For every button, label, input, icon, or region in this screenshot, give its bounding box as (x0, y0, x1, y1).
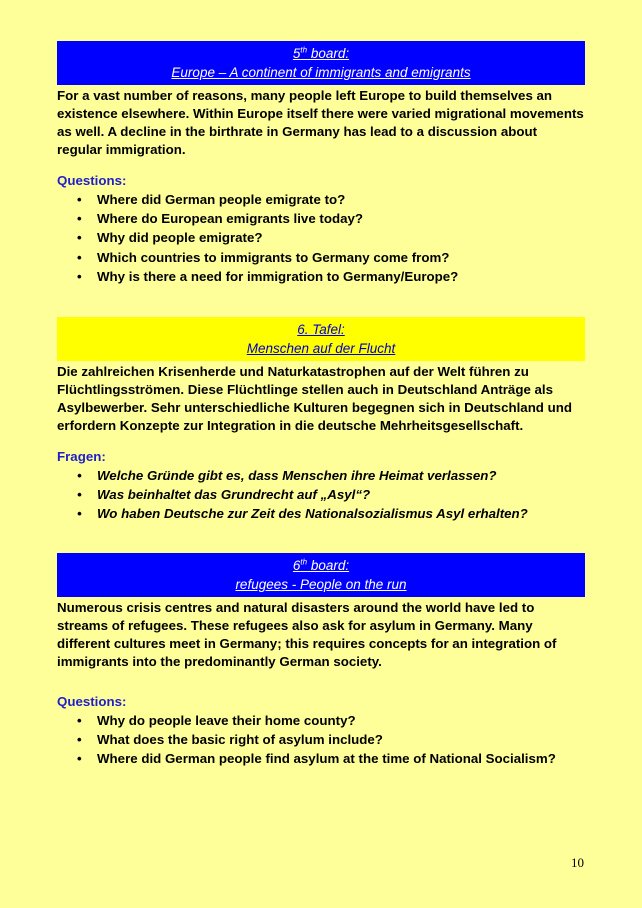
board5-subtitle: Europe – A continent of immigrants and emigrants (171, 65, 471, 80)
board5-questions-label: Questions: (57, 173, 127, 188)
list-item: • Why is there a need for immigration to Germany/Europe? (57, 267, 585, 286)
tafel6-header (57, 317, 585, 361)
board5-header (57, 41, 585, 85)
board6-section (57, 553, 585, 769)
tafel6-section (57, 317, 585, 524)
board6-title: 6th board: (292, 557, 350, 573)
list-item: • Was beinhaltet das Grundrecht auf „Asyl“? (57, 485, 585, 504)
page-number: 10 (571, 855, 584, 870)
tafel6-title: 6. Tafel: (297, 322, 345, 337)
board5-body: For a vast number of reasons, many people left Europe to build themselves an existence elsewhere. Within Europe itself there were varied migrational movements as well. A decline in the birthrate in Germany has lead to a discussion about regular immigration. (57, 88, 584, 157)
board5-title: 5th board: (292, 45, 350, 61)
board5-questions-list (57, 190, 585, 286)
list-item: • Why do people leave their home county? (57, 711, 585, 730)
board6-header (57, 553, 585, 597)
tafel6-body: Die zahlreichen Krisenherde und Naturkatastrophen auf der Welt führen zu Flüchtlingsströmen. Diese Flüchtlinge stellen auch in Deutschland Anträge als Asylbewerber. Sehr unterschiedliche Kulturen begegnen sich in Deutschland und erfordern Konzepte zur Integration in die deutsche Mehrheitsgesellschaft. (57, 364, 572, 433)
list-item: • Where did German people find asylum at the time of National Socialism? (57, 749, 585, 768)
board6-subtitle: refugees - People on the run (235, 577, 407, 592)
list-item: • Why did people emigrate? (57, 228, 585, 247)
tafel6-questions-label: Fragen: (57, 449, 106, 464)
list-item: • Where do European emigrants live today? (57, 209, 585, 228)
board6-questions-label: Questions: (57, 694, 127, 709)
tafel6-questions-list (57, 466, 585, 524)
list-item: • Where did German people emigrate to? (57, 190, 585, 209)
board5-section (57, 41, 585, 286)
list-item: • Welche Gründe gibt es, dass Menschen ihre Heimat verlassen? (57, 466, 585, 485)
list-item: • Which countries to immigrants to Germany come from? (57, 248, 585, 267)
tafel6-subtitle: Menschen auf der Flucht (246, 341, 396, 356)
board6-body: Numerous crisis centres and natural disasters around the world have led to streams of refugees. These refugees also ask for asylum in Germany. Many different cultures meet in Germany; this requires concepts for an integration of immigrants into the predominantly German society. (57, 600, 557, 669)
board6-questions-list (57, 711, 585, 769)
list-item: • Wo haben Deutsche zur Zeit des Nationalsozialismus Asyl erhalten? (57, 504, 585, 523)
list-item: • What does the basic right of asylum include? (57, 730, 585, 749)
